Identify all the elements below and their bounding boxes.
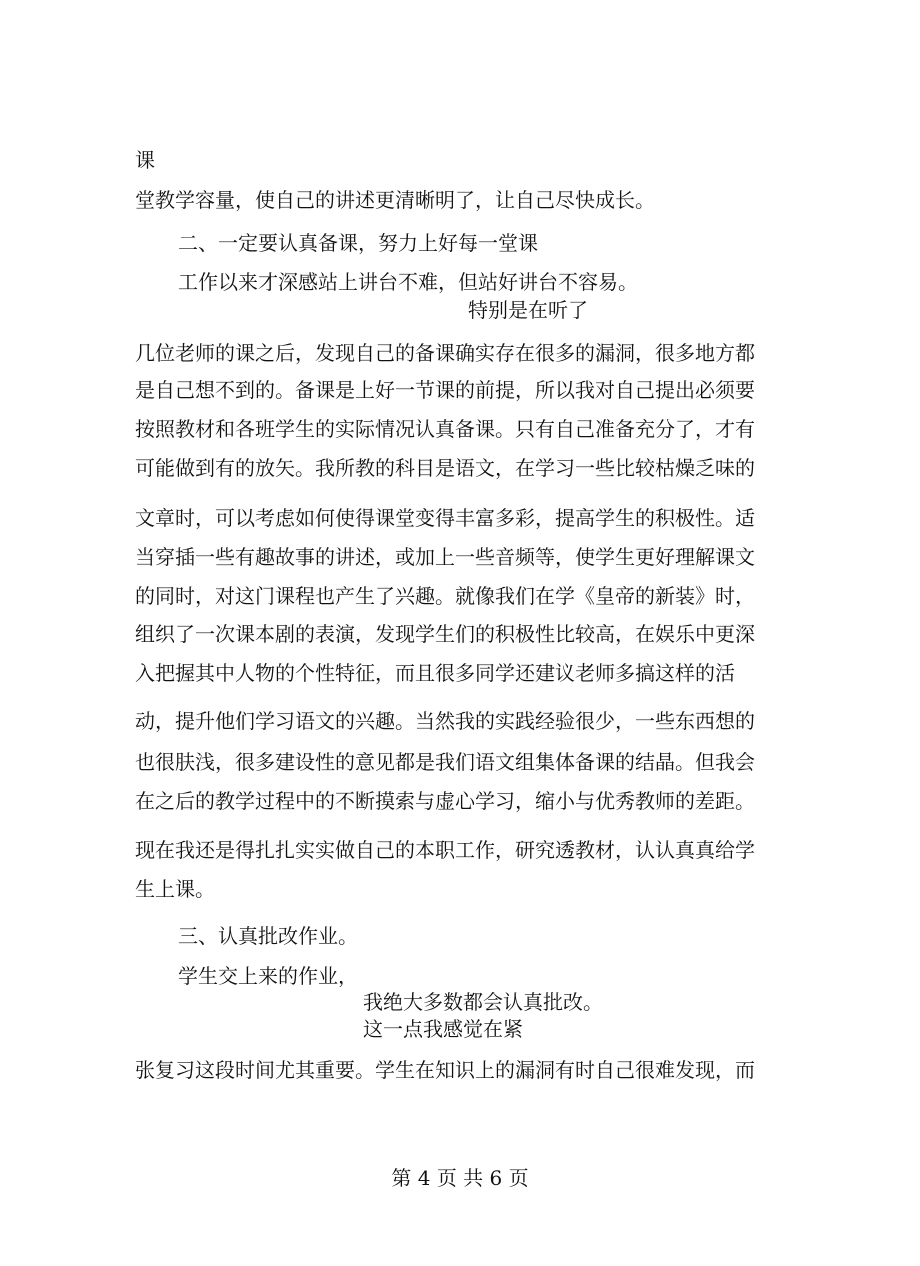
- text-line: 当穿插一些有趣故事的讲述，或加上一些音频等，使学生更好理解课文: [135, 545, 755, 569]
- text-line: 在之后的教学过程中的不断摸索与虚心学习，缩小与优秀教师的差距。: [135, 789, 755, 813]
- text-line: 动，提升他们学习语文的兴趣。当然我的实践经验很少，一些东西想的: [135, 709, 755, 733]
- text-line: 入把握其中人物的个性特征，而且很多同学还建议老师多搞这样的活: [135, 661, 735, 685]
- text-line: 几位老师的课之后，发现自己的备课确实存在很多的漏洞，很多地方都: [135, 341, 755, 365]
- text-line: 特别是在听了: [468, 298, 588, 322]
- text-line: 我绝大多数都会认真批改。: [363, 990, 603, 1014]
- text-line: 文章时，可以考虑如何使得课堂变得丰富多彩，提高学生的积极性。适: [135, 506, 755, 530]
- text-line: 也很肤浅，很多建设性的意见都是我们语文组集体备课的结晶。但我会: [135, 750, 755, 774]
- text-line: 按照教材和各班学生的实际情况认真备课。只有自己准备充分了，才有: [135, 417, 755, 441]
- section-heading: 三、认真批改作业。: [178, 924, 358, 948]
- text-line: 工作以来才深感站上讲台不难，但站好讲台不容易。: [178, 270, 638, 294]
- text-line: 学生交上来的作业，: [178, 964, 358, 988]
- text-line: 的同时，对这门课程也产生了兴趣。就像我们在学《皇帝的新装》时，: [135, 584, 755, 608]
- section-heading: 二、一定要认真备课，努力上好每一堂课: [178, 231, 538, 255]
- text-line: 张复习这段时间尤其重要。学生在知识上的漏洞有时自己很难发现，而: [135, 1058, 755, 1082]
- text-line: 堂教学容量，使自己的讲述更清晰明了，让自己尽快成长。: [135, 188, 655, 212]
- text-line: 现在我还是得扎扎实实做自己的本职工作，研究透教材，认认真真给学: [135, 838, 755, 862]
- text-line: 生上课。: [135, 877, 215, 901]
- text-line: 这一点我感觉在紧: [363, 1017, 523, 1041]
- text-line: 课: [135, 148, 155, 172]
- text-line: 是自己想不到的。备课是上好一节课的前提，所以我对自己提出必须要: [135, 378, 755, 402]
- page-number-footer: 第 4 页 共 6 页: [391, 1166, 529, 1190]
- text-line: 组织了一次课本剧的表演，发现学生们的积极性比较高，在娱乐中更深: [135, 622, 755, 646]
- text-line: 可能做到有的放矢。我所教的科目是语文，在学习一些比较枯燥乏味的: [135, 456, 755, 480]
